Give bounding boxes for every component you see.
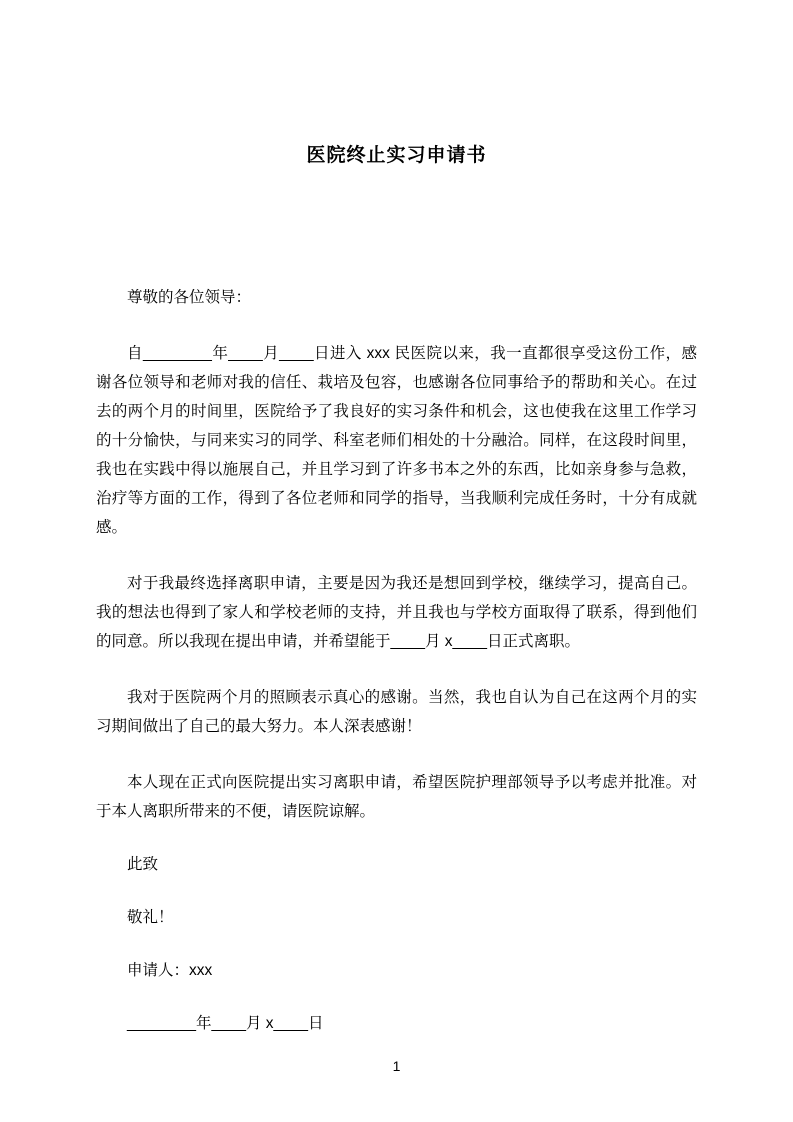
body-paragraph: 自________年____月____日进入 xxx 民医院以来，我一直都很享受这份工作，感谢各位领导和老师对我的信任、栽培及包容，也感谢各位同事给予的帮助和关心。在过去的两个月的时间里，医院给予了我良好的实习条件和机会，这也使我在这里工作学习的十分愉快，与同来实习的同学、科室老师们相处的十分融洽。同样，在这段时间里，我也在实践中得以施展自己，并且学习到了许多书本之外的东西，比如亲身参与急救，治疗等方面的工作，得到了各位老师和同学的指导，当我顺利完成任务时，十分有成就感。 xyxy=(96,345,697,536)
body-paragraph: 我对于医院两个月的照顾表示真心的感谢。当然，我也自认为自己在这两个月的实习期间做出了自己的最大努力。本人深表感谢！ xyxy=(96,689,697,735)
salutation: 尊敬的各位领导： xyxy=(127,289,252,306)
date-line: ________年____月 x____日 xyxy=(127,1015,324,1032)
body-paragraph: 对于我最终选择离职申请，主要是因为我还是想回到学校，继续学习，提高自己。我的想法也得到了家人和学校老师的支持，并且我也与学校方面取得了联系，得到他们的同意。所以我现在提出申请，并希望能于____月 x____日正式离职。 xyxy=(96,575,697,650)
body-paragraph: 本人现在正式向医院提出实习离职申请，希望医院护理部领导予以考虑并批准。对于本人离职所带来的不便，请医院谅解。 xyxy=(96,774,697,820)
closing-cizhi: 此致 xyxy=(127,856,159,873)
document-content xyxy=(96,0,697,1038)
page-number: 1 xyxy=(392,1058,401,1074)
document-title: 医院终止实习申请书 xyxy=(306,145,487,166)
closing-jingli: 敬礼！ xyxy=(127,909,174,926)
signature-line: 申请人：xxx xyxy=(127,962,213,979)
